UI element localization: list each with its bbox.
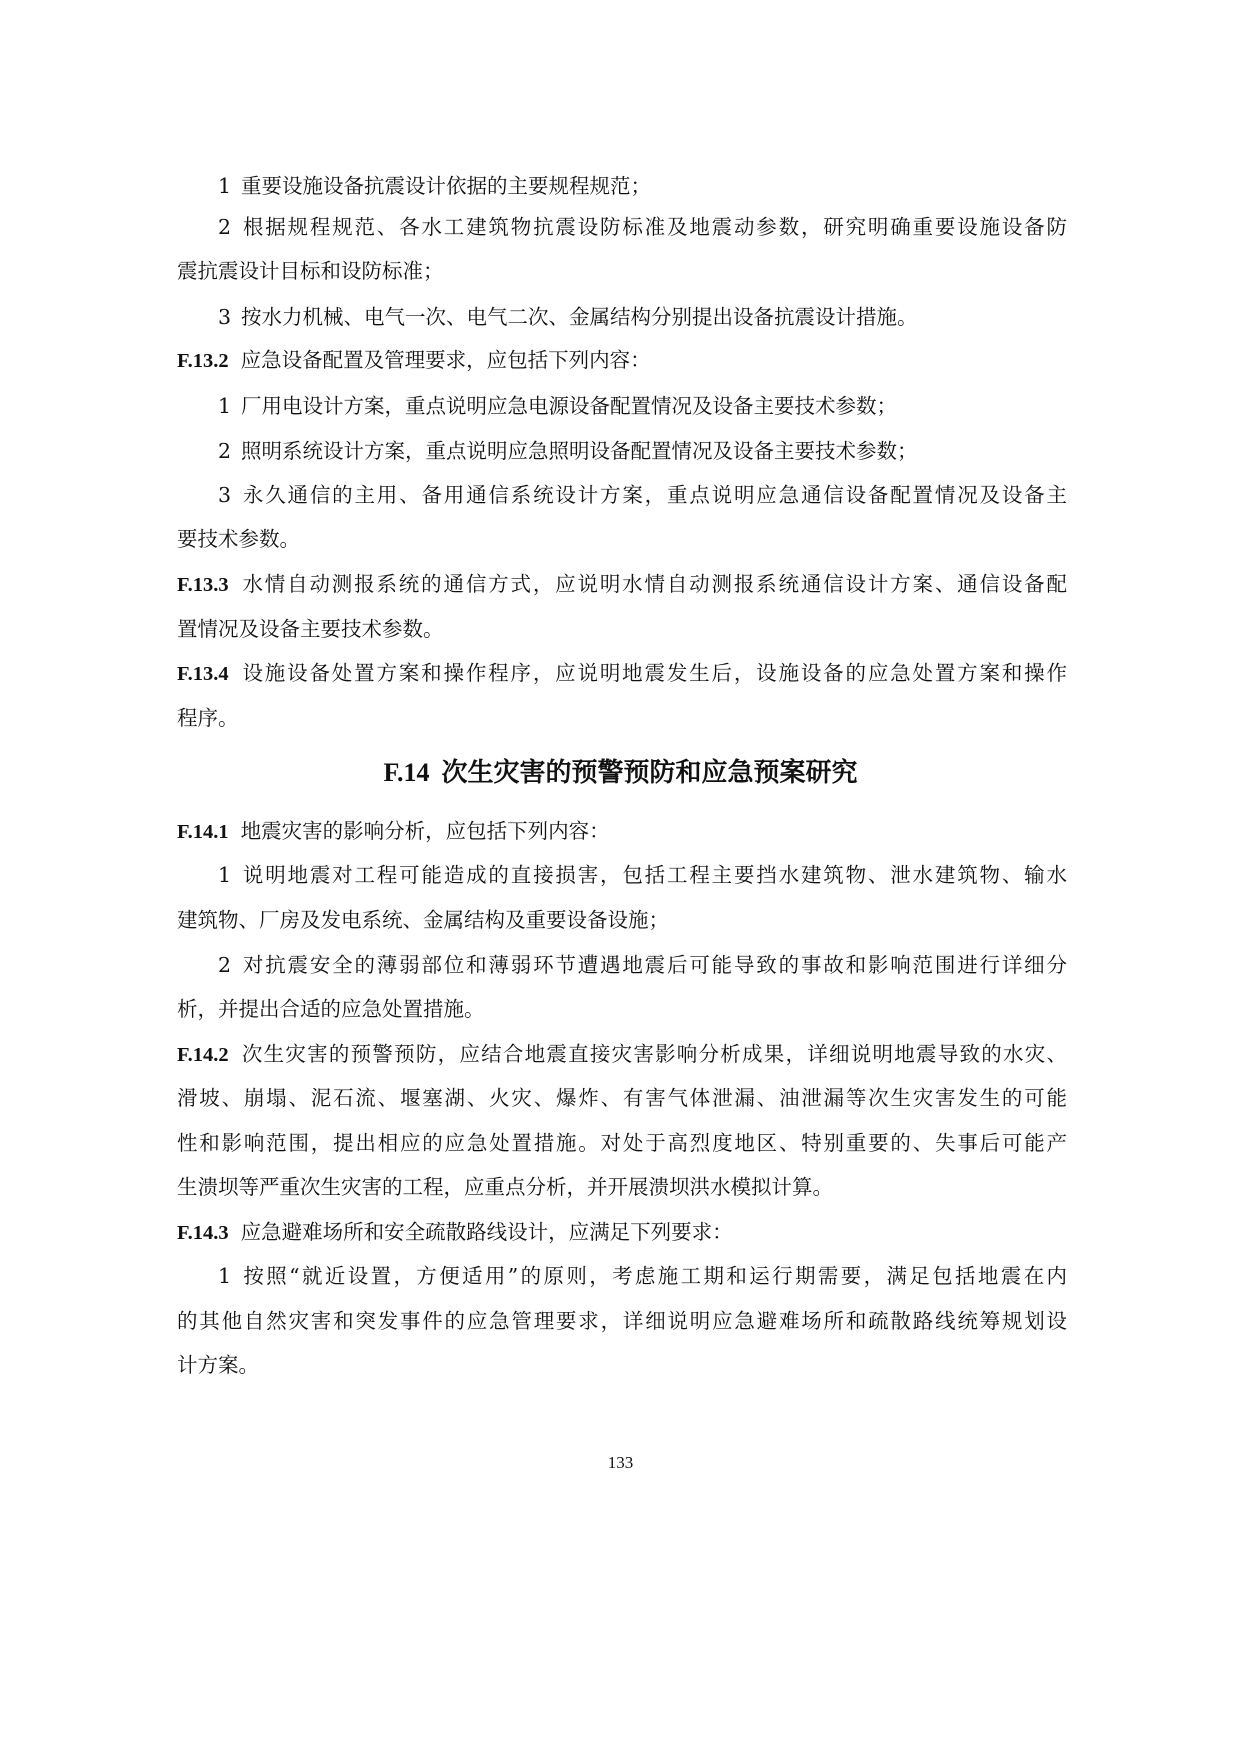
text-line: 建筑物、厂房及发电系统、金属结构及重要设备设施； (177, 908, 669, 932)
text-line: 生溃坝等严重次生灾害的工程，应重点分析，并开展溃坝洪水模拟计算。 (177, 1175, 833, 1199)
page-number: 133 (607, 1453, 634, 1472)
text-line: 析，并提出合适的应急处置措施。 (177, 997, 485, 1021)
list-item: 3 按水力机械、电气一次、电气二次、金属结构分别提出设备抗震设计措施。 (218, 305, 918, 329)
list-item: 2 照明系统设计方案，重点说明应急照明设备配置情况及设备主要技术参数； (218, 439, 918, 463)
list-item: 3 永久通信的主用、备用通信系统设计方案，重点说明应急通信设备配置情况及设备主 (218, 483, 1067, 507)
list-item: 2 对抗震安全的薄弱部位和薄弱环节遭遇地震后可能导致的事故和影响范围进行详细分 (218, 953, 1067, 977)
text-line: 程序。 (177, 706, 239, 730)
list-item: 1 说明地震对工程可能造成的直接损害，包括工程主要挡水建筑物、泄水建筑物、输水 (218, 863, 1067, 887)
clause-F13-4: F.13.4 设施设备处置方案和操作程序，应说明地震发生后，设施设备的应急处置方案和操作 (177, 661, 1067, 685)
text-line: 计方案。 (177, 1353, 259, 1377)
text-line: 的其他自然灾害和突发事件的应急管理要求，详细说明应急避难场所和疏散路线统筹规划设 (177, 1309, 1067, 1333)
list-item: 1 重要设施设备抗震设计依据的主要规程规范； (218, 174, 652, 198)
text-line: 震抗震设计目标和设防标准； (177, 259, 444, 283)
section-heading: F.14 次生灾害的预警预防和应急预案研究 (383, 758, 858, 788)
clause-F14-3: F.14.3 应急避难场所和安全疏散路线设计，应满足下列要求： (177, 1220, 733, 1244)
clause-F14-1: F.14.1 地震灾害的影响分析，应包括下列内容： (177, 819, 610, 843)
text-line: 性和影响范围，提出相应的应急处置措施。对处于高烈度地区、特别重要的、失事后可能产 (177, 1131, 1067, 1155)
text-line: 要技术参数。 (177, 527, 300, 551)
list-item: 1 厂用电设计方案，重点说明应急电源设备配置情况及设备主要技术参数； (218, 394, 898, 418)
list-item: 1 按照“就近设置，方便适用”的原则，考虑施工期和运行期需要，满足包括地震在内 (218, 1264, 1067, 1288)
clause-F13-3: F.13.3 水情自动测报系统的通信方式，应说明水情自动测报系统通信设计方案、通信设备配 (177, 572, 1067, 596)
text-line: 滑坡、崩塌、泥石流、堰塞湖、火灾、爆炸、有害气体泄漏、油泄漏等次生灾害发生的可能 (177, 1086, 1067, 1110)
list-item: 2 根据规程规范、各水工建筑物抗震设防标准及地震动参数，研究明确重要设施设备防 (218, 215, 1067, 239)
text-line: 置情况及设备主要技术参数。 (177, 617, 444, 641)
clause-F14-2: F.14.2 次生灾害的预警预防，应结合地震直接灾害影响分析成果，详细说明地震导致的水灾、 (177, 1042, 1067, 1066)
clause-F13-2: F.13.2 应急设备配置及管理要求，应包括下列内容： (177, 348, 651, 372)
